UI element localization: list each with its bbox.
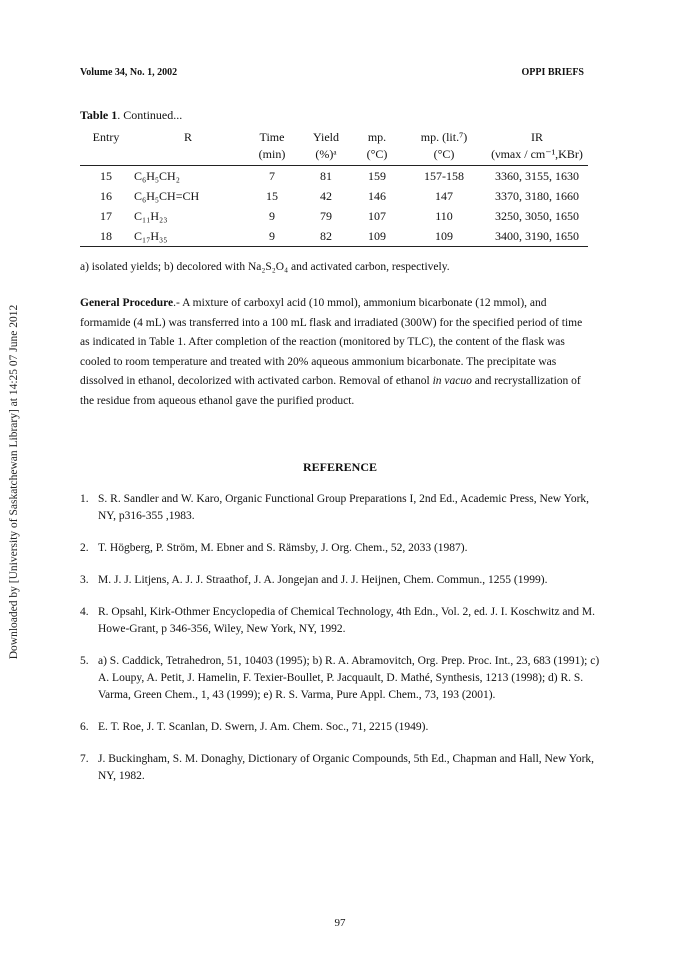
cell-r: C₆H₅CH₂ <box>134 168 180 183</box>
table-row <box>80 186 588 206</box>
reference-item <box>80 653 600 704</box>
table-caption: . Continued... <box>117 108 183 122</box>
cell-yield: 79 <box>320 208 332 223</box>
cell-mp-lit: 109 <box>402 226 486 247</box>
cell-time: 9 <box>244 226 300 247</box>
cell-mp: 107 <box>368 208 386 223</box>
reference-item <box>80 604 600 638</box>
cell-yield: 82 <box>300 226 352 247</box>
results-table <box>80 130 588 247</box>
cell-r: C₁₇H₃₅ <box>132 226 244 247</box>
cell-yield: 81 <box>320 168 332 183</box>
reference-number: 4. <box>80 606 89 618</box>
table-header-row-2 <box>80 147 588 166</box>
reference-number: 7. <box>80 753 89 765</box>
col-mp-lit: mp. (lit.⁷) <box>420 130 468 144</box>
col-mp: mp. <box>367 130 387 144</box>
download-watermark-text: Downloaded by [University of Saskatchewan Library] at 14:25 07 June 2012 <box>8 304 20 660</box>
cell-time: 15 <box>266 188 278 203</box>
general-procedure-italic: in vacuo <box>432 375 472 388</box>
reference-number: 1. <box>80 493 89 505</box>
col-mp-lit-unit: (°C) <box>402 147 486 166</box>
reference-item <box>80 491 600 525</box>
reference-number: 6. <box>80 721 89 733</box>
reference-item <box>80 572 600 589</box>
general-procedure-text-end: and recrystallization of the residue from aqueous ethanol gave the purified product. <box>80 375 581 407</box>
reference-number: 5. <box>80 655 89 667</box>
col-entry-unit <box>80 147 132 166</box>
reference-text: M. J. J. Litjens, A. J. J. Straathof, J. A. Jongejan and J. J. Heijnen, Chem. Commun., 1255 (1999). <box>98 574 548 586</box>
reference-heading: REFERENCE <box>302 460 377 474</box>
col-ir: IR <box>531 130 543 144</box>
cell-mp-lit: 147 <box>435 188 453 203</box>
table-row <box>80 206 588 226</box>
header-volume: Volume 34, No. 1, 2002 <box>80 67 178 78</box>
table-row <box>80 226 588 247</box>
reference-item <box>80 719 600 736</box>
col-r-unit <box>132 147 244 166</box>
col-mp-unit: (°C) <box>352 147 402 166</box>
page-number: 97 <box>334 917 346 929</box>
cell-ir: 3250, 3050, 1650 <box>495 208 579 223</box>
cell-entry: 15 <box>100 168 112 183</box>
reference-item <box>80 751 600 785</box>
table-title <box>80 108 182 123</box>
cell-entry: 16 <box>100 188 112 203</box>
col-ir-unit: (νmax / cm⁻¹,KBr) <box>486 147 588 166</box>
reference-number: 2. <box>80 542 89 554</box>
cell-entry: 17 <box>100 208 112 223</box>
reference-text: R. Opsahl, Kirk-Othmer Encyclopedia of Chemical Technology, 4th Edn., Vol. 2, ed. J. I. Koschwitz and M. Howe-Grant, p 346-356, Wiley, New York, NY, 1992. <box>98 606 596 635</box>
reference-text: a) S. Caddick, Tetrahedron, 51, 10403 (1995); b) R. A. Abramovitch, Org. Prep. Proc. Int., 23, 683 (1991); c) A. Loupy, A. Petit, J. Hamelin, F. Texier-Boullet, P. Jacquault, D. Mathé, Synthesis, 1213 (1998); d) R. S. Varma, Green Chem., 1, 43 (1999); e) R. S. Varma, Pure Appl. Chem., 73, 193 (2001). <box>98 655 600 701</box>
col-entry: Entry <box>92 130 120 144</box>
col-r: R <box>183 130 192 144</box>
reference-list <box>80 491 600 800</box>
general-procedure-text: .- A mixture of carboxyl acid (10 mmol), ammonium bicarbonate (12 mmol), and formamide (4 mL) was transferred into a 100 mL flask and irradiated (300W) for the specified period of time as indicated in Table 1. After completion of the reaction (monitored by TLC), the content of the flask was cooled to room temperature and treated with 20% aqueous ammonium bicarbonate. The precipitate was dissolved in ethanol, decolorized with activated carbon. Removal of ethanol <box>80 297 583 388</box>
col-yield-unit: (%)ᵃ <box>300 147 352 166</box>
cell-r: C₆H₅CH=CH <box>134 188 200 203</box>
col-yield: Yield <box>313 130 339 144</box>
cell-ir: 3400, 3190, 1650 <box>486 226 588 247</box>
cell-mp: 146 <box>368 188 386 203</box>
col-time: Time <box>259 130 285 144</box>
cell-ir: 3370, 3180, 1660 <box>495 188 579 203</box>
cell-mp: 109 <box>352 226 402 247</box>
header-journal: OPPI BRIEFS <box>521 67 584 78</box>
general-procedure <box>80 294 590 412</box>
reference-item <box>80 540 600 557</box>
cell-mp-lit: 110 <box>435 208 453 223</box>
cell-r: C₁₁H₂₃ <box>134 208 168 223</box>
general-procedure-label: General Procedure <box>80 297 174 309</box>
table-footnote: a) isolated yields; b) decolored with Na₂S₂O₄ and activated carbon, respectively. <box>80 261 450 273</box>
reference-number: 3. <box>80 574 89 586</box>
reference-text: T. Högberg, P. Ström, M. Ebner and S. Rämsby, J. Org. Chem., 52, 2033 (1987). <box>98 542 468 554</box>
cell-ir: 3360, 3155, 1630 <box>495 168 579 183</box>
running-header <box>80 67 584 78</box>
reference-text: S. R. Sandler and W. Karo, Organic Functional Group Preparations I, 2nd Ed., Academic Press, New York, NY, p316-355 ,1983. <box>98 493 590 522</box>
cell-mp: 159 <box>368 168 386 183</box>
cell-time: 9 <box>269 208 275 223</box>
cell-yield: 42 <box>320 188 332 203</box>
col-time-unit: (min) <box>244 147 300 166</box>
cell-time: 7 <box>269 168 275 183</box>
table-row <box>80 166 588 187</box>
table-header-row-1 <box>80 130 588 147</box>
cell-entry: 18 <box>80 226 132 247</box>
reference-text: E. T. Roe, J. T. Scanlan, D. Swern, J. Am. Chem. Soc., 71, 2215 (1949). <box>98 721 429 733</box>
cell-mp-lit: 157-158 <box>424 168 464 183</box>
reference-text: J. Buckingham, S. M. Donaghy, Dictionary of Organic Compounds, 5th Ed., Chapman and Hall, New York, NY, 1982. <box>98 753 595 782</box>
table-label: Table 1 <box>80 108 118 122</box>
